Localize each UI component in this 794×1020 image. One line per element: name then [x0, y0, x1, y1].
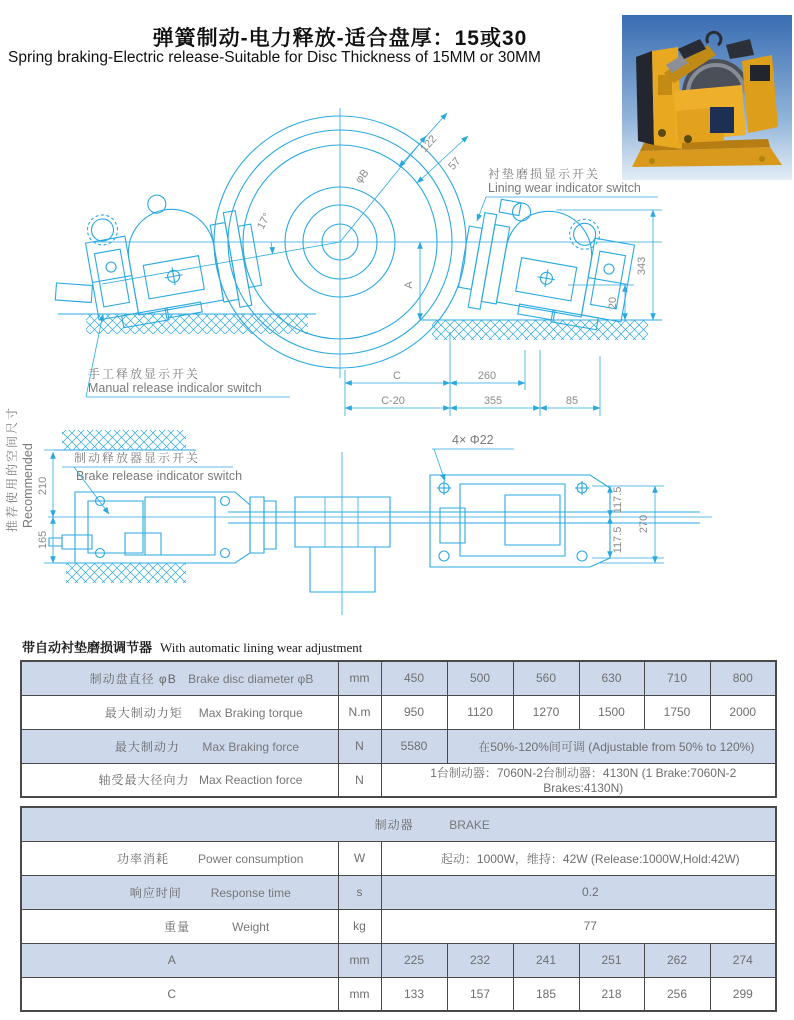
- dim-57: 57: [446, 155, 464, 173]
- adjustment-note-zh: 带自动衬垫磨损调节器: [22, 640, 153, 655]
- cell-value: 218: [579, 977, 644, 1011]
- dim-phi-b: φB: [353, 167, 372, 186]
- cell-value: 133: [381, 977, 447, 1011]
- lining-wear-label-en: Lining wear indicator switch: [488, 181, 641, 195]
- row-unit: s: [338, 875, 381, 909]
- clearance-surface-bottom: [54, 563, 196, 583]
- cell-value: 1750: [644, 695, 710, 729]
- bolt-holes-callout: [432, 433, 514, 481]
- dim-c: C: [393, 370, 401, 382]
- lining-wear-label-zh: 衬垫磨损显示开关: [488, 167, 601, 181]
- row-unit: N.m: [338, 695, 381, 729]
- row-label: 响应时间 Response time: [21, 875, 338, 909]
- row-unit: N: [338, 729, 381, 763]
- cell-value: 232: [447, 943, 513, 977]
- row-label: 轴受最大径向力 Max Reaction force: [21, 763, 338, 797]
- cell-value: 1270: [513, 695, 579, 729]
- row-label: 制动盘直径 φB Brake disc diameter φB: [21, 661, 338, 695]
- table-row-braking-torque: [21, 695, 776, 729]
- table-row-disc-diameter: [21, 661, 776, 695]
- cell-value: 256: [644, 977, 710, 1011]
- table-row-reaction-force: [21, 763, 776, 797]
- cell-value: 1120: [447, 695, 513, 729]
- cell-value: 185: [513, 977, 579, 1011]
- cell-value-merged: 0.2: [381, 875, 776, 909]
- cell-value: 274: [710, 943, 776, 977]
- cell-value: 299: [710, 977, 776, 1011]
- bolt-holes-label: 4× Φ22: [452, 433, 494, 447]
- cell-value: 262: [644, 943, 710, 977]
- dim-355: 355: [483, 395, 503, 407]
- row-label: 重量 Weight: [21, 909, 338, 943]
- manual-release-label-en: Manual release indicalor switch: [88, 381, 262, 395]
- row-label: 功率消耗 Power consumption: [21, 841, 338, 875]
- page-title-en: Spring braking-Electric release-Suitable for Disc Thickness of 15MM or 30MM: [8, 49, 541, 66]
- dim-210: 210: [37, 476, 49, 496]
- dim-117-bottom: 117.5: [612, 526, 624, 554]
- dim-260: 260: [477, 370, 497, 382]
- side-elevation-view: [40, 108, 662, 416]
- row-unit: kg: [338, 909, 381, 943]
- cell-value-merged: 在50%-120%间可调 (Adjustable from 50% to 120%): [447, 729, 776, 763]
- row-label: C: [21, 977, 338, 1011]
- cell-value: 2000: [710, 695, 776, 729]
- cell-value: 800: [710, 661, 776, 695]
- cell-value: 251: [579, 943, 644, 977]
- mounting-surface-right: [420, 320, 662, 340]
- cell-value: 225: [381, 943, 447, 977]
- right-brake-unit-plan: [430, 475, 610, 567]
- clearance-surface-top: [54, 430, 196, 450]
- cell-value: 630: [579, 661, 644, 695]
- cell-value-merged: 77: [381, 909, 776, 943]
- dim-165: 165: [37, 530, 49, 550]
- table-row-power-consumption: [21, 841, 776, 875]
- cell-value: 157: [447, 977, 513, 1011]
- adjustment-note-en: With automatic lining wear adjustment: [160, 640, 363, 655]
- table-row-weight: [21, 909, 776, 943]
- recommended-space-label-zh: 推荐使用的空间尺寸: [5, 405, 19, 532]
- technical-drawing: [0, 100, 794, 645]
- dim-c-20: C-20: [381, 395, 405, 407]
- cell-value: 500: [447, 661, 513, 695]
- center-hub: [295, 452, 390, 615]
- plan-view: [4, 406, 712, 615]
- dim-angle-17: 17°: [255, 211, 274, 232]
- table-row-dimension-c: [21, 977, 776, 1011]
- cell-value-merged: 1台制动器：7060N-2台制动器：4130N (1 Brake:7060N-2 Brakes:4130N): [381, 763, 776, 797]
- cell-value: 5580: [381, 729, 447, 763]
- cell-value: 1500: [579, 695, 644, 729]
- table-row-braking-force: [21, 729, 776, 763]
- dim-85: 85: [565, 395, 579, 407]
- row-unit: N: [338, 763, 381, 797]
- recommended-space-label-en: Recommended: [21, 443, 35, 528]
- table-row-brake-header: [21, 807, 776, 841]
- mounting-surface-left: [58, 314, 316, 334]
- row-label: 最大制动力矩 Max Braking torque: [21, 695, 338, 729]
- cell-value-merged: 起动：1000W，维持：42W (Release:1000W,Hold:42W): [381, 841, 776, 875]
- row-unit: mm: [338, 943, 381, 977]
- dim-343: 343: [636, 256, 648, 276]
- right-brake-unit: [455, 195, 638, 334]
- row-unit: W: [338, 841, 381, 875]
- dim-122: 122: [418, 133, 440, 155]
- dim-20: 20: [607, 296, 619, 310]
- manual-release-label-zh: 手工释放显示开关: [88, 367, 201, 381]
- brake-release-label-zh: 制动释放器显示开关: [74, 451, 201, 465]
- cell-value: 450: [381, 661, 447, 695]
- adjustment-note: [22, 637, 362, 656]
- left-brake-unit-plan: [49, 492, 276, 563]
- page-title-zh: 弹簧制动-电力释放-适合盘厚：15或30: [152, 27, 528, 50]
- row-unit: mm: [338, 661, 381, 695]
- brake-release-label-en: Brake release indicator switch: [76, 469, 243, 483]
- spec-table-main: [20, 660, 777, 798]
- dim-270: 270: [638, 514, 650, 534]
- cell-value: 950: [381, 695, 447, 729]
- dim-117-top: 117.5: [612, 486, 624, 514]
- cell-value: 241: [513, 943, 579, 977]
- row-unit: mm: [338, 977, 381, 1011]
- table-row-dimension-a: [21, 943, 776, 977]
- dim-a: A: [403, 281, 415, 289]
- spec-table-brake: [20, 806, 777, 1012]
- row-label: 最大制动力 Max Braking force: [21, 729, 338, 763]
- row-label: A: [21, 943, 338, 977]
- cell-value: 710: [644, 661, 710, 695]
- table-row-response-time: [21, 875, 776, 909]
- cell-value: 560: [513, 661, 579, 695]
- brake-section-header: 制动器 BRAKE: [21, 807, 776, 841]
